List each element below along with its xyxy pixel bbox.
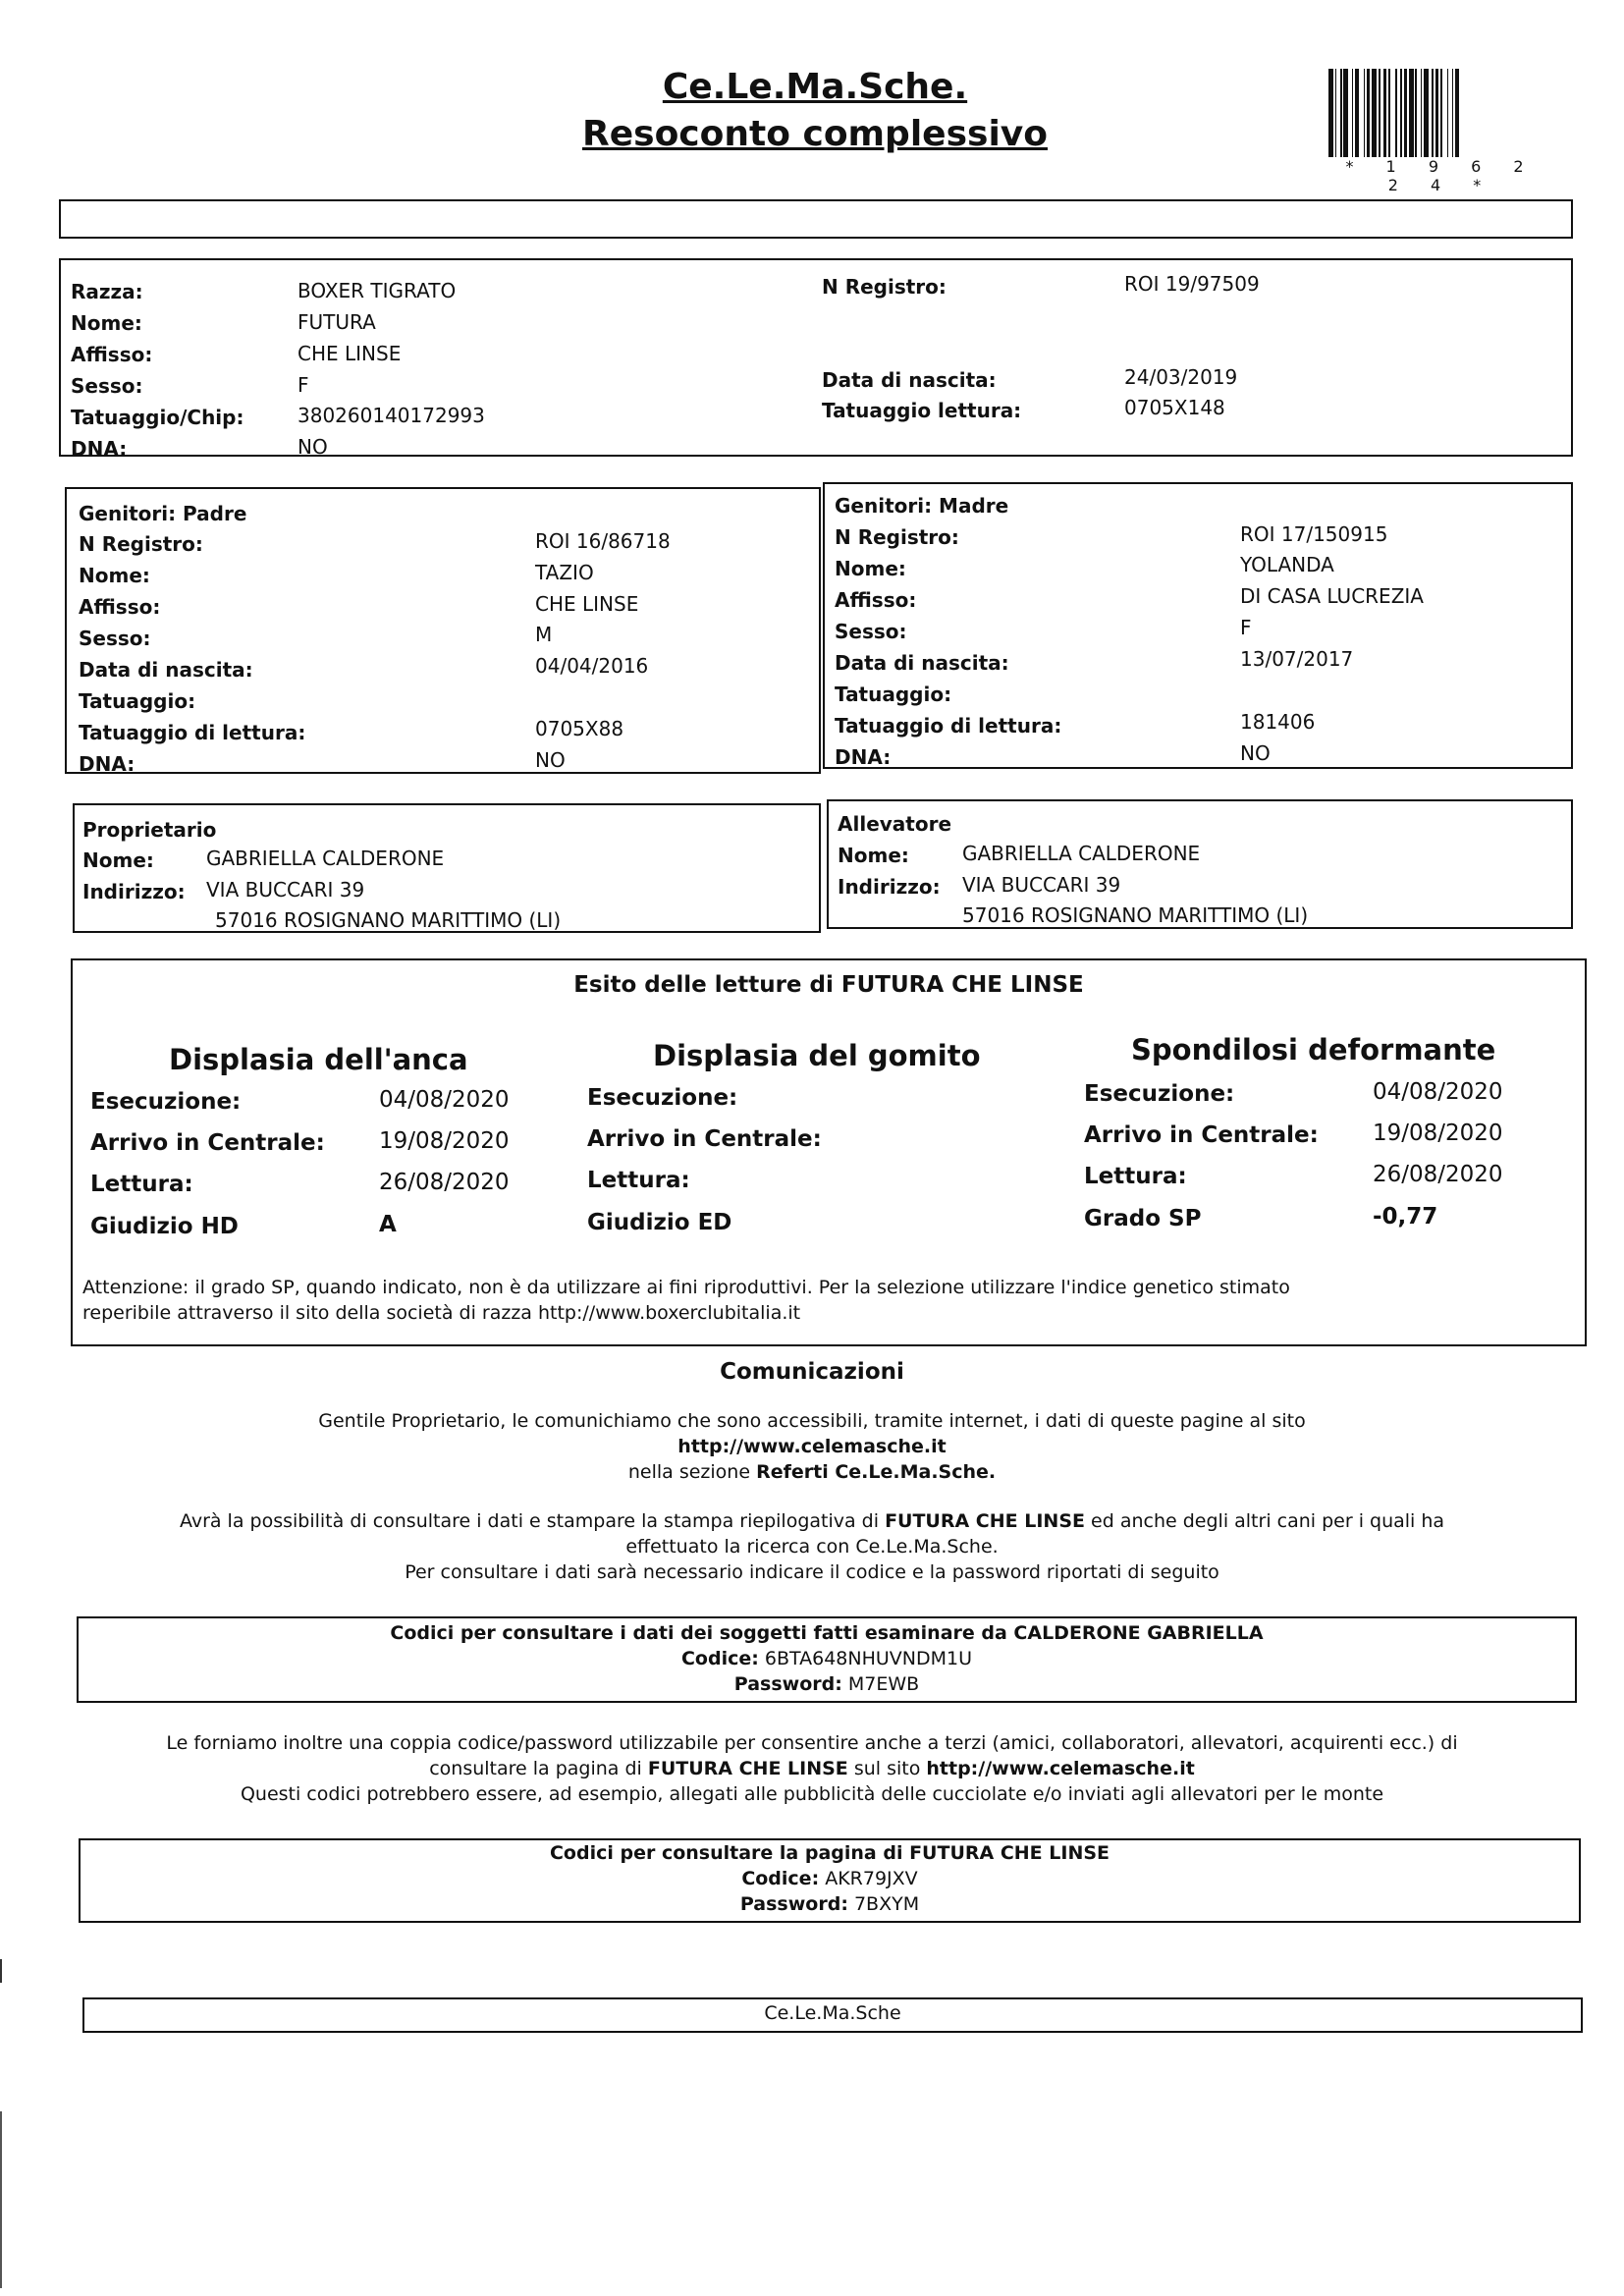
page-subtitle: Resoconto complessivo — [582, 114, 1048, 154]
madre-heading: Genitori: Madre — [835, 494, 1009, 518]
madre-sesso-label: Sesso: — [835, 620, 907, 643]
padre-nome-label: Nome: — [79, 564, 150, 587]
esito-heading: Esito delle letture di FUTURA CHE LINSE — [573, 972, 1084, 998]
barcode-bar — [1404, 69, 1407, 157]
affisso-value: CHE LINSE — [298, 342, 402, 365]
codici-proprietario-password-label: Password: — [733, 1673, 842, 1695]
comunicazioni-p2-line1-c: ed anche degli altri cani per i quali ha — [1085, 1510, 1445, 1532]
barcode-bar — [1424, 69, 1429, 157]
scan-mark — [0, 1959, 2, 1983]
nome-value: FUTURA — [298, 310, 376, 334]
tatuaggio-lettura-value: 0705X148 — [1124, 396, 1225, 419]
anca-giudizio-value: A — [379, 1212, 397, 1237]
terzi-line3: Questi codici potrebbero essere, ad esempio, allegati alle pubblicità delle cucciolate e/o inviati agli allevatori per le monte — [240, 1783, 1384, 1805]
gomito-title: Displasia del gomito — [653, 1039, 981, 1072]
barcode-bar — [1435, 69, 1438, 157]
spondilosi-arrivo-label: Arrivo in Centrale: — [1084, 1122, 1319, 1148]
padre-registro-value: ROI 16/86718 — [535, 529, 671, 553]
anca-lettura-value: 26/08/2020 — [379, 1170, 510, 1195]
barcode-bar — [1388, 69, 1390, 157]
barcode-number: * 1 9 6 2 2 4 * — [1345, 157, 1538, 194]
terzi-line2-dog: FUTURA CHE LINSE — [647, 1758, 848, 1779]
madre-tat-lettura-label: Tatuaggio di lettura: — [835, 714, 1062, 738]
sesso-label: Sesso: — [71, 374, 143, 398]
padre-affisso-label: Affisso: — [79, 595, 161, 619]
footer-text: Ce.Le.Ma.Sche — [764, 2002, 901, 2024]
padre-affisso-value: CHE LINSE — [535, 592, 639, 616]
barcode-bar — [1328, 69, 1333, 157]
page-title: Ce.Le.Ma.Sche. — [662, 67, 968, 107]
padre-nascita-label: Data di nascita: — [79, 658, 253, 682]
barcode-bar — [1335, 69, 1337, 157]
anca-giudizio-label: Giudizio HD — [90, 1214, 239, 1239]
blank-header-box — [59, 199, 1573, 239]
proprietario-indirizzo-label: Indirizzo: — [82, 880, 186, 903]
barcode-bar — [1440, 69, 1442, 157]
comunicazioni-p1-line3 — [0, 1461, 1624, 1483]
codici-pagina-codice-value: AKR79JXV — [825, 1868, 918, 1889]
madre-nascita-value: 13/07/2017 — [1240, 647, 1354, 671]
madre-registro-value: ROI 17/150915 — [1240, 522, 1388, 546]
razza-value: BOXER TIGRATO — [298, 279, 457, 302]
spondilosi-grado-value: -0,77 — [1373, 1204, 1438, 1230]
codici-proprietario-codice-value: 6BTA648NHUVNDM1U — [764, 1648, 973, 1669]
proprietario-indirizzo2-value: 57016 ROSIGNANO MARITTIMO (LI) — [215, 908, 562, 932]
codici-pagina-password-value: 7BXYM — [853, 1893, 920, 1915]
padre-registro-label: N Registro: — [79, 532, 203, 556]
dna-value: NO — [298, 435, 328, 459]
scan-mark — [0, 2111, 2, 2288]
barcode — [1328, 69, 1554, 157]
codici-proprietario-codice — [77, 1648, 1577, 1669]
allevatore-indirizzo-label: Indirizzo: — [838, 875, 941, 899]
comunicazioni-url[interactable]: http://www.celemasche.it — [677, 1436, 947, 1457]
barcode-bar — [1452, 69, 1454, 157]
anca-lettura-label: Lettura: — [90, 1172, 193, 1197]
padre-nascita-value: 04/04/2016 — [535, 654, 649, 678]
esito-note-line2: reperibile attraverso il sito della società di razza http://www.boxerclubitalia.it — [82, 1302, 801, 1324]
barcode-bar — [1355, 69, 1358, 157]
terzi-line2-url[interactable]: http://www.celemasche.it — [926, 1758, 1195, 1779]
nascita-label: Data di nascita: — [822, 368, 997, 392]
terzi-line1: Le forniamo inoltre una coppia codice/password utilizzabile per consentire anche a terzi (amici, collaboratori, allevatori, acquirenti ecc.) di — [166, 1732, 1458, 1754]
barcode-bar — [1421, 69, 1423, 157]
spondilosi-lettura-value: 26/08/2020 — [1373, 1162, 1503, 1187]
comunicazioni-p2-line1 — [0, 1510, 1624, 1532]
madre-affisso-label: Affisso: — [835, 588, 917, 612]
comunicazioni-p2-line1-a: Avrà la possibilità di consultare i dati e stampare la stampa riepilogativa di — [179, 1510, 886, 1532]
padre-sesso-label: Sesso: — [79, 627, 151, 650]
anca-arrivo-value: 19/08/2020 — [379, 1128, 510, 1154]
madre-tatuaggio-label: Tatuaggio: — [835, 683, 952, 706]
anca-esecuzione-value: 04/08/2020 — [379, 1087, 510, 1113]
madre-tat-lettura-value: 181406 — [1240, 710, 1316, 734]
gomito-arrivo-label: Arrivo in Centrale: — [587, 1126, 822, 1152]
anca-title: Displasia dell'anca — [169, 1043, 468, 1076]
allevatore-nome-value: GABRIELLA CALDERONE — [962, 842, 1201, 865]
gomito-giudizio-label: Giudizio ED — [587, 1210, 732, 1235]
terzi-line2-c: sul sito — [847, 1758, 927, 1779]
barcode-bar — [1432, 69, 1434, 157]
sesso-value: F — [298, 373, 309, 397]
nascita-value: 24/03/2019 — [1124, 365, 1238, 389]
allevatore-indirizzo2-value: 57016 ROSIGNANO MARITTIMO (LI) — [962, 903, 1309, 927]
barcode-bar — [1383, 69, 1386, 157]
comunicazioni-p2-line1-dog: FUTURA CHE LINSE — [885, 1510, 1085, 1532]
madre-nome-value: YOLANDA — [1240, 553, 1334, 576]
nome-label: Nome: — [71, 311, 142, 335]
madre-dna-value: NO — [1240, 741, 1271, 765]
spondilosi-esecuzione-label: Esecuzione: — [1084, 1081, 1235, 1107]
proprietario-indirizzo1-value: VIA BUCCARI 39 — [206, 878, 365, 902]
spondilosi-arrivo-value: 19/08/2020 — [1373, 1121, 1503, 1146]
affisso-label: Affisso: — [71, 343, 153, 366]
madre-sesso-value: F — [1240, 616, 1252, 639]
gomito-esecuzione-label: Esecuzione: — [587, 1085, 738, 1111]
barcode-bar — [1372, 69, 1377, 157]
spondilosi-lettura-label: Lettura: — [1084, 1164, 1187, 1189]
padre-tatuaggio-label: Tatuaggio: — [79, 689, 196, 713]
madre-affisso-value: DI CASA LUCREZIA — [1240, 584, 1424, 608]
codici-proprietario-codice-label: Codice: — [680, 1648, 759, 1669]
comunicazioni-p2-line2: effettuato la ricerca con Ce.Le.Ma.Sche. — [625, 1536, 999, 1558]
proprietario-nome-label: Nome: — [82, 848, 154, 872]
tatuaggio-lettura-label: Tatuaggio lettura: — [822, 399, 1022, 422]
barcode-bar — [1447, 69, 1449, 157]
codici-proprietario-password-value: M7EWB — [847, 1673, 920, 1695]
barcode-bar — [1352, 69, 1354, 157]
padre-heading: Genitori: Padre — [79, 502, 247, 525]
padre-nome-value: TAZIO — [535, 561, 594, 584]
chip-label: Tatuaggio/Chip: — [71, 406, 244, 429]
barcode-bar — [1409, 69, 1414, 157]
barcode-bar — [1364, 69, 1366, 157]
madre-nome-label: Nome: — [835, 557, 906, 580]
codici-pagina-heading: Codici per consultare la pagina di FUTURA CHE LINSE — [549, 1842, 1110, 1864]
codici-pagina-codice-label: Codice: — [741, 1868, 820, 1889]
allevatore-heading: Allevatore — [838, 812, 952, 836]
madre-dna-label: DNA: — [835, 745, 892, 769]
madre-registro-label: N Registro: — [835, 525, 959, 549]
esito-note-line1: Attenzione: il grado SP, quando indicato, non è da utilizzare ai fini riproduttivi. Per la selezione utilizzare l'indice genetico stimato — [82, 1277, 1290, 1298]
barcode-bar — [1340, 69, 1342, 157]
barcode-bar — [1455, 69, 1458, 157]
comunicazioni-p2-line3: Per consultare i dati sarà necessario indicare il codice e la password riportati di seguito — [405, 1561, 1219, 1583]
codici-pagina-password — [79, 1893, 1581, 1915]
padre-dna-value: NO — [535, 748, 566, 772]
barcode-bar — [1343, 69, 1348, 157]
chip-value: 380260140172993 — [298, 404, 485, 427]
spondilosi-grado-label: Grado SP — [1084, 1206, 1202, 1231]
barcode-bar — [1395, 69, 1397, 157]
allevatore-nome-label: Nome: — [838, 844, 909, 867]
razza-label: Razza: — [71, 280, 143, 303]
proprietario-nome-value: GABRIELLA CALDERONE — [206, 847, 445, 870]
spondilosi-title: Spondilosi deformante — [1131, 1033, 1496, 1066]
barcode-bar — [1400, 69, 1402, 157]
terzi-line2 — [0, 1758, 1624, 1779]
codici-proprietario-password — [77, 1673, 1577, 1695]
codici-pagina-codice — [79, 1868, 1581, 1889]
registro-label: N Registro: — [822, 275, 947, 299]
comunicazioni-p1-line3-section: Referti Ce.Le.Ma.Sche. — [756, 1461, 997, 1483]
proprietario-heading: Proprietario — [82, 818, 217, 842]
subject-box — [59, 258, 1573, 457]
anca-arrivo-label: Arrivo in Centrale: — [90, 1130, 325, 1156]
comunicazioni-heading: Comunicazioni — [720, 1359, 904, 1385]
padre-dna-label: DNA: — [79, 752, 135, 776]
terzi-line2-a: consultare la pagina di — [429, 1758, 648, 1779]
comunicazioni-p1-line3-prefix: nella sezione — [627, 1461, 757, 1483]
spondilosi-esecuzione-value: 04/08/2020 — [1373, 1079, 1503, 1105]
allevatore-indirizzo1-value: VIA BUCCARI 39 — [962, 873, 1121, 897]
anca-esecuzione-label: Esecuzione: — [90, 1089, 242, 1115]
padre-tat-lettura-value: 0705X88 — [535, 717, 624, 740]
padre-sesso-value: M — [535, 623, 553, 646]
gomito-lettura-label: Lettura: — [587, 1168, 690, 1193]
comunicazioni-p1-line1: Gentile Proprietario, le comunichiamo che sono accessibili, tramite internet, i dati di queste pagine al sito — [318, 1410, 1306, 1432]
madre-nascita-label: Data di nascita: — [835, 651, 1009, 675]
barcode-bar — [1379, 69, 1380, 157]
registro-value: ROI 19/97509 — [1124, 272, 1260, 296]
codici-pagina-password-label: Password: — [739, 1893, 848, 1915]
codici-proprietario-heading: Codici per consultare i dati dei soggetti fatti esaminare da CALDERONE GABRIELLA — [390, 1622, 1264, 1644]
dna-label: DNA: — [71, 437, 128, 461]
barcode-bar — [1415, 69, 1417, 157]
padre-tat-lettura-label: Tatuaggio di lettura: — [79, 721, 306, 744]
barcode-bar — [1367, 69, 1370, 157]
